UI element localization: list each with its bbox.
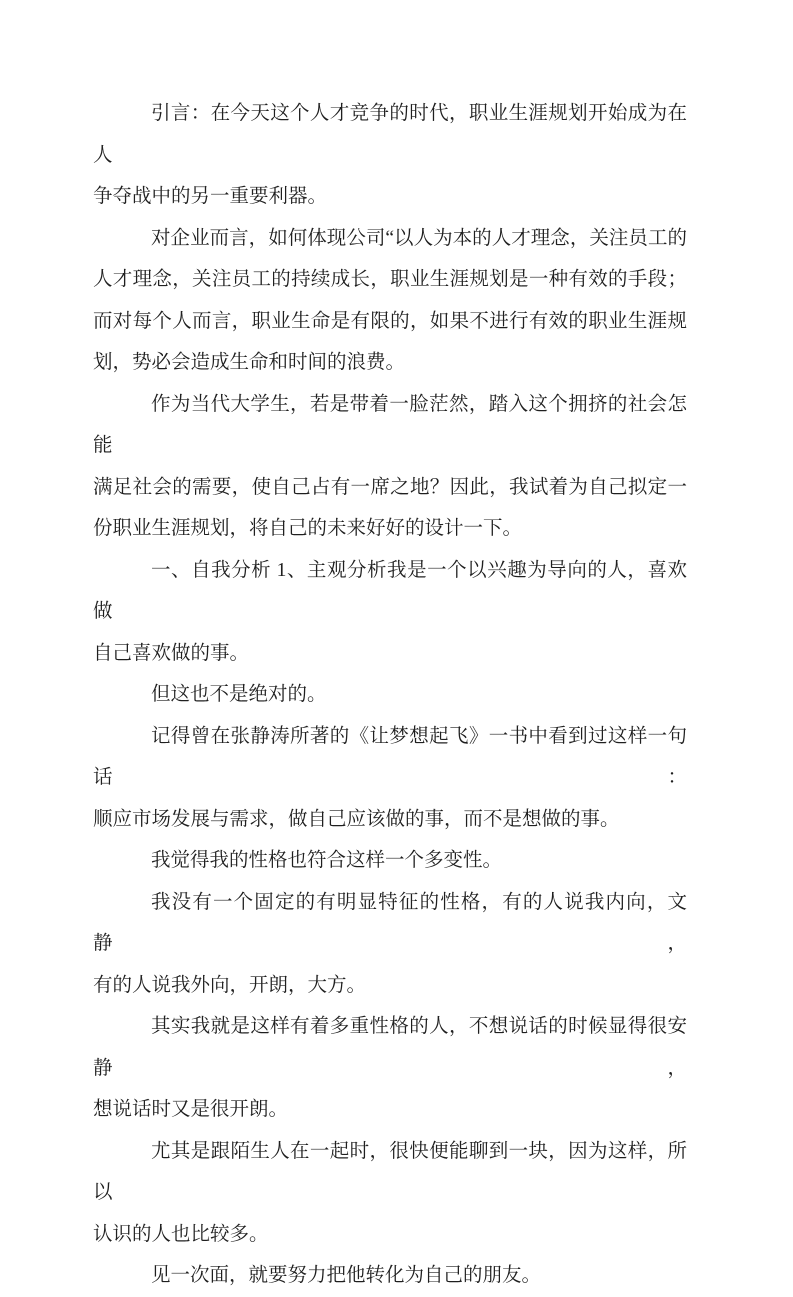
text-line: 见一次面，就要努力把他转化为自己的朋友。	[151, 1265, 542, 1286]
text-line: 顺应市场发展与需求，做自己应该做的事，而不是想做的事。	[93, 808, 620, 830]
text-line: 份职业生涯规划，将自己的未来好好的设计一下。	[93, 518, 523, 539]
text-line: 人才理念，关注员工的持续成长，职业生涯规划是一种有效的手段；	[93, 269, 687, 290]
text-line: 对企业而言，如何体现公司“以人为本的人才理念，关注员工的	[151, 227, 687, 249]
paragraph	[93, 1255, 687, 1297]
text-line: 而对每个人而言，职业生命是有限的，如果不进行有效的职业生涯规	[93, 310, 687, 332]
paragraph	[93, 218, 687, 384]
paragraph	[93, 882, 687, 1007]
paragraph	[93, 1131, 687, 1256]
paragraph	[93, 674, 687, 716]
text-line: 记得曾在张静涛所著的《让梦想起飞》一书中看到过这样一句话：	[93, 725, 687, 788]
document-body	[93, 93, 687, 1297]
text-line: 我没有一个固定的有明显特征的性格，有的人说我内向，文静，	[93, 891, 687, 954]
text-line: 一、自我分析 1、主观分析我是一个以兴趣为导向的人，喜欢做	[93, 559, 687, 622]
text-line: 认识的人也比较多。	[93, 1223, 269, 1245]
text-line: 有的人说我外向，开朗，大方。	[93, 974, 367, 996]
text-line: 自己喜欢做的事。	[93, 642, 250, 664]
text-line: 划，势必会造成生命和时间的浪费。	[93, 352, 406, 373]
paragraph	[93, 1006, 687, 1131]
text-line: 满足社会的需要，使自己占有一席之地？因此，我试着为自己拟定一	[93, 476, 687, 498]
paragraph	[93, 384, 687, 550]
paragraph	[93, 550, 687, 675]
text-line: 争夺战中的另一重要利器。	[93, 186, 328, 207]
text-line: 其实我就是这样有着多重性格的人，不想说话的时候显得很安静，	[93, 1016, 687, 1079]
text-line: 作为当代大学生，若是带着一脸茫然，踏入这个拥挤的社会怎能	[93, 393, 687, 456]
text-line: 但这也不是绝对的。	[151, 684, 327, 705]
paragraph	[93, 716, 687, 841]
text-line: 引言：在今天这个人才竞争的时代，职业生涯规划开始成为在人	[93, 103, 687, 166]
text-line: 想说话时又是很开朗。	[93, 1099, 289, 1120]
paragraph	[93, 93, 687, 218]
text-line: 我觉得我的性格也符合这样一个多变性。	[151, 850, 503, 871]
text-line: 尤其是跟陌生人在一起时，很快便能聊到一块，因为这样，所以	[93, 1140, 687, 1203]
paragraph	[93, 840, 687, 882]
